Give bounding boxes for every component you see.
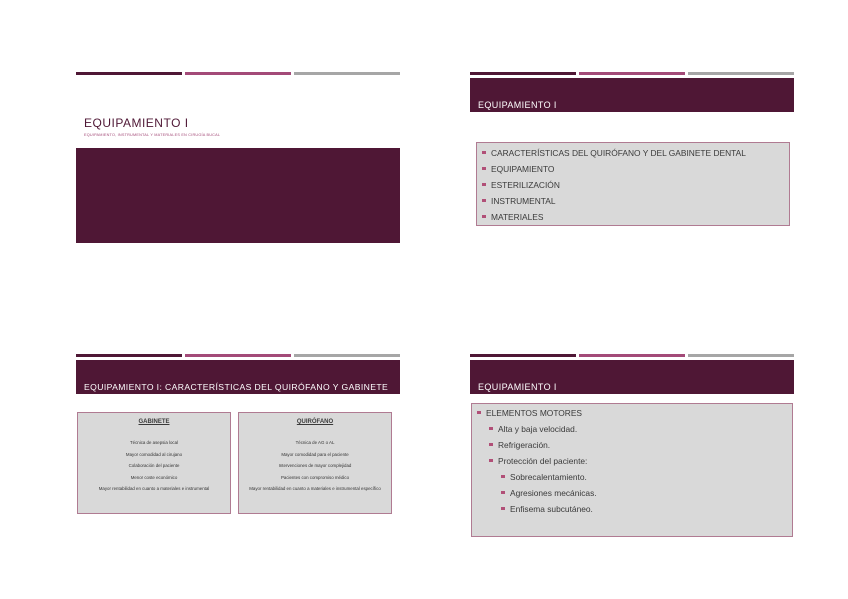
accent-bars [470,72,794,75]
slide-header: EQUIPAMIENTO I: CARACTERÍSTICAS DEL QUIRÓFANO Y GABINETE [76,360,400,394]
content-box [476,142,790,226]
list-item: INSTRUMENTAL [481,193,785,209]
slide-3 [76,354,400,544]
list-item: EQUIPAMIENTO [481,161,785,177]
content-box [471,403,793,537]
list-item: ELEMENTOS MOTORES [476,405,788,421]
list-item: Mayor comodidad para el paciente [281,451,349,457]
list-item: Refrigeración. [476,437,788,453]
list-item: Mayor comodidad al cirujano [125,451,183,457]
title-band [76,148,400,243]
list-item: Intervenciones de mayor complejidad [278,463,352,468]
list-item: Agresiones mecánicas. [476,485,788,501]
slide-title: EQUIPAMIENTO I [84,116,189,130]
list-item: Sobrecalentamiento. [476,469,788,485]
gabinete-column [77,412,231,514]
list-item: Alta y baja velocidad. [476,421,788,437]
list-item: CARACTERÍSTICAS DEL QUIRÓFANO Y DEL GABINETE DENTAL [481,145,785,161]
accent-bars [470,354,794,357]
column-heading: GABINETE [138,419,170,425]
list-item: Enfisema subcutáneo. [476,501,788,517]
list-item: MATERIALES [481,209,785,225]
column-heading: QUIRÓFANO [296,419,334,425]
list-item: Pacientes con compromiso médico [280,474,350,480]
bullet-list [476,405,788,517]
slide-1 [76,72,400,262]
slide-header: EQUIPAMIENTO I [470,78,794,112]
accent-bars [76,72,400,75]
list-item: Colaboración del paciente [128,463,180,468]
list-item: Mayor rentabilidad en cuanto a materiales e instrumental específico [249,486,381,491]
list-item: Mayor rentabilidad en cuanto a materiales e instrumental [98,486,210,491]
accent-bars [76,354,400,357]
slide-2 [470,72,794,262]
quirofano-column [238,412,392,514]
slide-subtitle: EQUIPAMIENTO, INSTRUMENTAL Y MATERIALES EN CIRUGÍA BUCAL [84,133,221,137]
slide-header: EQUIPAMIENTO I [470,360,794,394]
list-item: Técnica de AG o AL [295,440,335,445]
list-item: ESTERILIZACIÓN [481,177,785,193]
slide-4 [470,354,794,544]
list-item: Menor coste económico [130,474,178,480]
list-item: Técnica de asepsia local [129,440,179,445]
list-item: Protección del paciente: [476,453,788,469]
bullet-list [481,145,785,225]
